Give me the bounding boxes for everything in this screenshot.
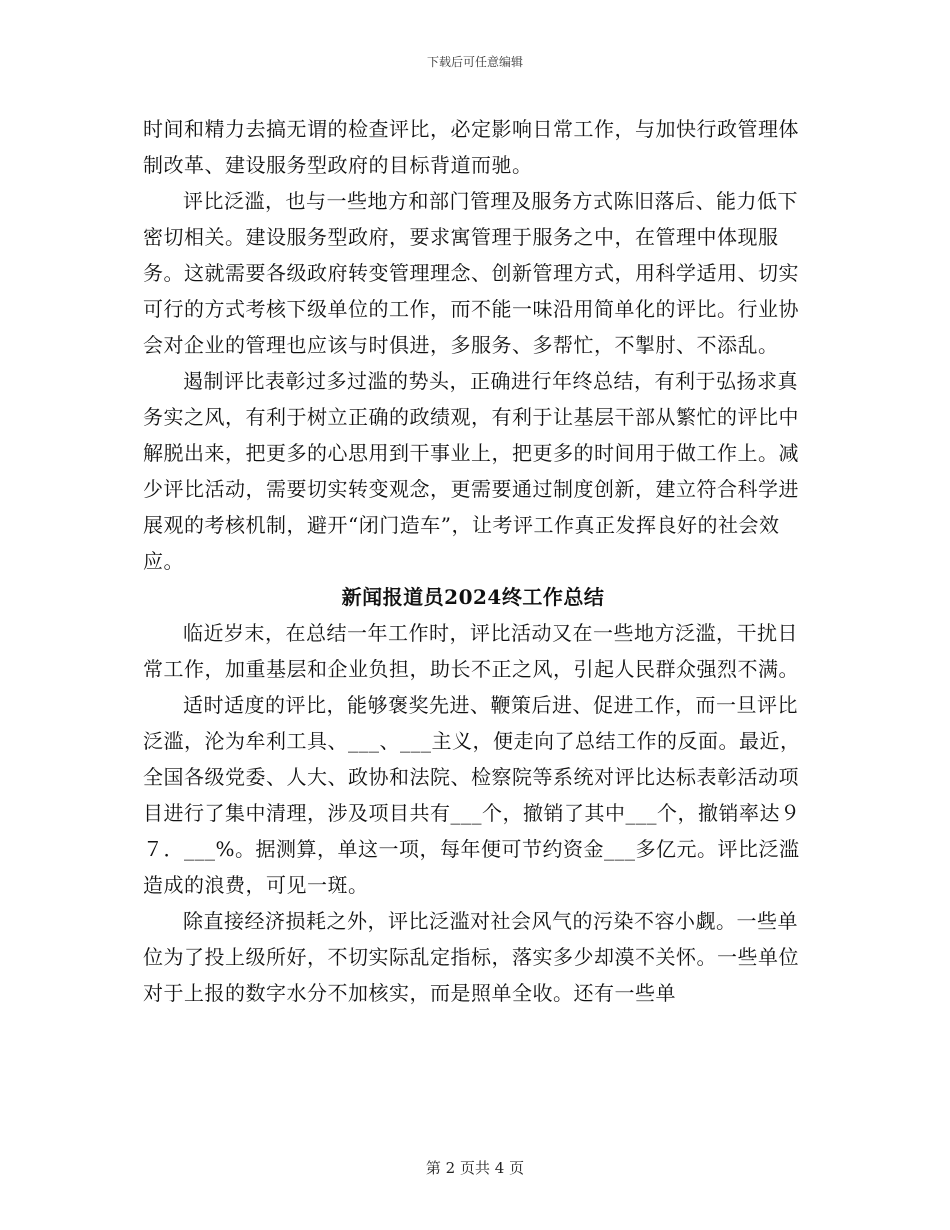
paragraph: 适时适度的评比，能够褒奖先进、鞭策后进、促进工作，而一旦评比泛滥，沦为牟利工具、___、___主义，便走向了总结工作的反面。最近，全国各级党委、人大、政协和法院、检察院等系统对评比达标表彰活动项目进行了集中清理，涉及项目共有___个，撤销了其中___个，撤销率达９７．___%。据测算，单这一项，每年便可节约资金___多亿元。评比泛滥造成的浪费，可见一斑。 [143, 693, 801, 897]
paragraph: 遏制评比表彰过多过滥的势头，正确进行年终总结，有利于弘扬求真务实之风，有利于树立正确的政绩观，有利于让基层干部从繁忙的评比中解脱出来，把更多的心思用到干事业上，把更多的时间用于做工作上。减少评比活动，需要切实转变观念，更需要通过制度创新，建立符合科学进展观的考核机制，避开“闭门造车”，让考评工作真正发挥良好的社会效应。 [143, 369, 799, 573]
document-body [143, 111, 803, 1011]
paragraph-continued: 时间和精力去搞无谓的检查评比，必定影响日常工作，与加快行政管理体制改革、建设服务型政府的目标背道而驰。 [143, 117, 799, 177]
paragraph: 评比泛滥，也与一些地方和部门管理及服务方式陈旧落后、能力低下密切相关。建设服务型政府，要求寓管理于服务之中，在管理中体现服务。这就需要各级政府转变管理理念、创新管理方式，用科学适用、切实可行的方式考核下级单位的工作，而不能一味沿用简单化的评比。行业协会对企业的管理也应该与时俱进，多服务、多帮忙，不掣肘、不添乱。 [143, 189, 799, 357]
page-number: 第 2 页共 4 页 [425, 1159, 525, 1177]
section-title: 新闻报道员2024终工作总结 [341, 585, 605, 609]
paragraph: 除直接经济损耗之外，评比泛滥对社会风气的污染不容小觑。一些单位为了投上级所好，不切实际乱定指标，落实多少却漠不关怀。一些单位对于上报的数字水分不加核实，而是照单全收。还有一些单 [143, 909, 799, 1005]
paragraph: 临近岁末，在总结一年工作时，评比活动又在一些地方泛滥，干扰日常工作，加重基层和企业负担，助长不正之风，引起人民群众强烈不满。 [143, 621, 799, 681]
page-header: 下载后可任意编辑 [426, 55, 523, 69]
